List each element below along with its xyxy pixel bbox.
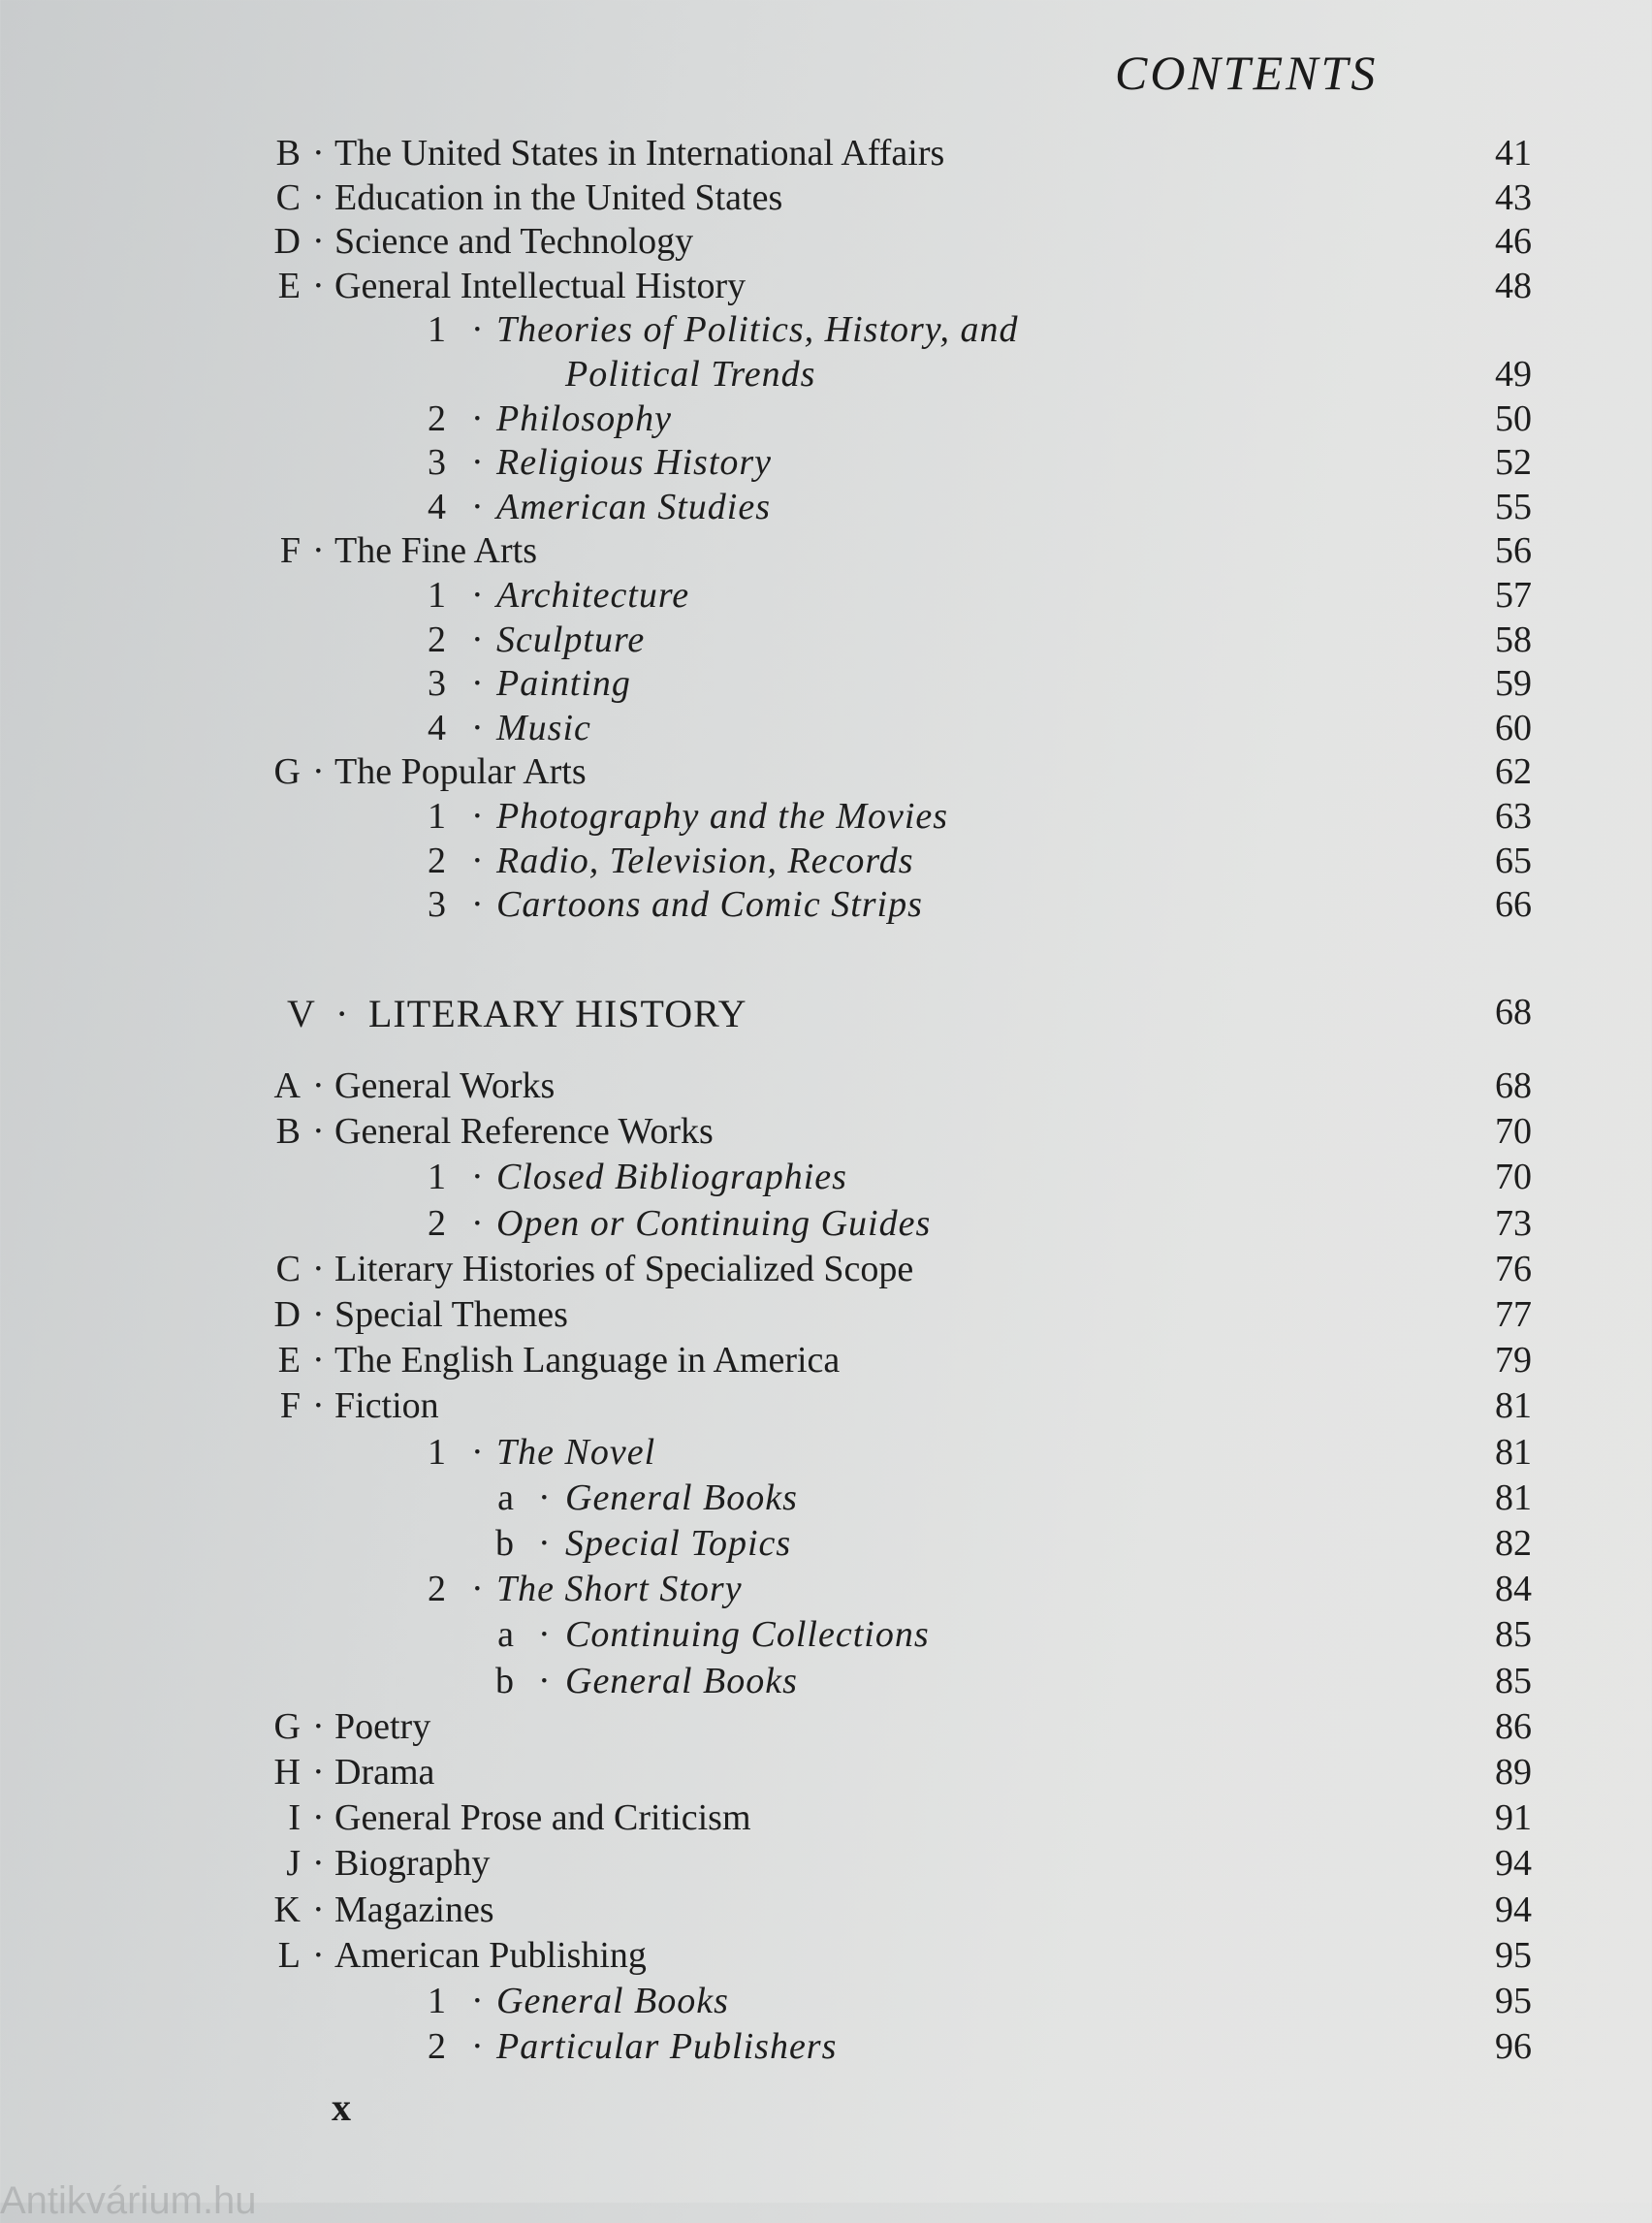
toc-entry [0, 1477, 1652, 1519]
toc-entry [0, 529, 1652, 572]
entry-title: The Novel [496, 1431, 656, 1473]
separator-dot: · [471, 575, 484, 616]
entry-label: A [273, 1065, 301, 1106]
entry-label: C [275, 1248, 301, 1289]
toc-entry [0, 308, 1652, 351]
toc-entry [0, 1431, 1652, 1474]
entry-label: L [277, 1934, 301, 1976]
entry-title: Religious History [496, 442, 773, 484]
entry-title: The Fine Arts [334, 530, 537, 572]
toc-entry [0, 441, 1652, 484]
toc-entry [0, 840, 1652, 882]
toc-entry [0, 1110, 1652, 1153]
toc-entry [0, 750, 1652, 793]
separator-dot: · [471, 796, 484, 837]
entry-page: 46 [1495, 221, 1532, 263]
toc-entry [0, 1339, 1652, 1381]
entry-page: 56 [1495, 530, 1532, 572]
entry-page: 91 [1495, 1797, 1532, 1839]
entry-title: American Publishing [334, 1934, 647, 1976]
entry-title: Literary Histories of Specialized Scope [334, 1248, 914, 1289]
toc-entry [0, 132, 1652, 175]
entry-title: Continuing Collections [565, 1614, 930, 1656]
entry-title: Music [496, 707, 591, 748]
toc-entry [0, 176, 1652, 219]
entry-title: Poetry [334, 1705, 431, 1747]
entry-page: 57 [1495, 575, 1532, 616]
toc-entry [0, 1202, 1652, 1245]
entry-title: Special Topics [565, 1523, 792, 1564]
entry-title: Special Themes [334, 1294, 568, 1335]
entry-title: General Prose and Criticism [334, 1797, 751, 1839]
toc-entry [0, 1842, 1652, 1885]
entry-label: b [495, 1660, 514, 1701]
entry-page: 76 [1495, 1248, 1532, 1289]
entry-page: 94 [1495, 1889, 1532, 1930]
entry-title: Education in the United States [334, 176, 783, 218]
toc-entry [0, 397, 1652, 440]
entry-title: Photography and the Movies [496, 796, 949, 837]
entry-title: American Studies [496, 486, 772, 527]
entry-page: 50 [1495, 397, 1532, 439]
separator-dot: · [312, 1111, 325, 1153]
separator-dot: · [471, 397, 484, 439]
toc-entry [0, 662, 1652, 705]
separator-dot: · [312, 1752, 325, 1793]
separator-dot: · [312, 1248, 325, 1289]
entry-title: Radio, Television, Records [496, 840, 914, 881]
entry-label: G [273, 1705, 301, 1747]
entry-title: The Short Story [496, 1569, 743, 1610]
toc-entry [0, 1248, 1652, 1290]
toc-entry [0, 1384, 1652, 1427]
entry-title: General Intellectual History [334, 265, 747, 306]
toc-entry [0, 574, 1652, 617]
entry-label: B [275, 133, 301, 174]
separator-dot: · [312, 133, 325, 174]
entry-label: F [279, 1385, 301, 1427]
toc-entry [0, 1522, 1652, 1565]
separator-dot: · [471, 619, 484, 660]
separator-dot: · [312, 176, 325, 218]
page-header: CONTENTS [1115, 46, 1379, 100]
entry-label: F [279, 530, 301, 572]
entry-page: 49 [1495, 354, 1532, 395]
entry-label: 1 [428, 1431, 446, 1473]
entry-title: The United States in International Affairs [334, 133, 945, 174]
entry-title: Architecture [496, 575, 690, 616]
entry-page: 84 [1495, 1569, 1532, 1610]
entry-title: Closed Bibliographies [496, 1157, 847, 1198]
separator-dot: · [471, 486, 484, 527]
separator-dot: · [312, 1705, 325, 1747]
separator-dot: · [471, 1157, 484, 1198]
entry-title: General Books [565, 1660, 798, 1701]
entry-label: 3 [428, 663, 446, 705]
toc-entry [0, 1751, 1652, 1794]
entry-label: 2 [428, 1569, 446, 1610]
entry-page: 89 [1495, 1752, 1532, 1793]
entry-page: 95 [1495, 1934, 1532, 1976]
entry-page: 65 [1495, 840, 1532, 881]
toc-entry [0, 1568, 1652, 1610]
separator-dot: · [471, 884, 484, 926]
entry-label: E [277, 1340, 301, 1381]
entry-page: 68 [1495, 1065, 1532, 1106]
toc-entry [0, 1293, 1652, 1336]
separator-dot: · [312, 1294, 325, 1335]
entry-title: Particular Publishers [496, 2026, 838, 2068]
entry-label: B [275, 1111, 301, 1153]
toc-entry [0, 1613, 1652, 1656]
entry-page: 85 [1495, 1660, 1532, 1701]
toc-entry [0, 1064, 1652, 1107]
separator-dot: · [471, 2026, 484, 2068]
entry-label: G [273, 751, 301, 793]
entry-label: a [497, 1477, 514, 1518]
separator-dot: · [538, 1477, 551, 1518]
entry-title: Open or Continuing Guides [496, 1202, 932, 1244]
separator-dot: · [312, 265, 325, 306]
entry-label: 3 [428, 442, 446, 484]
entry-title: Sculpture [496, 619, 646, 660]
separator-dot: · [312, 751, 325, 793]
entry-title: General Reference Works [334, 1111, 714, 1153]
toc-entry [0, 1796, 1652, 1839]
toc-entry [0, 220, 1652, 263]
entry-label: 2 [428, 840, 446, 881]
entry-page: 96 [1495, 2026, 1532, 2068]
entry-page: 66 [1495, 884, 1532, 926]
separator-dot: · [312, 221, 325, 263]
entry-page: 55 [1495, 486, 1532, 527]
watermark: Antikvárium.hu [0, 2179, 257, 2222]
entry-page: 81 [1495, 1385, 1532, 1427]
entry-title: Magazines [334, 1889, 494, 1930]
entry-label: I [288, 1797, 301, 1839]
toc-entry [0, 707, 1652, 749]
separator-dot: · [471, 1569, 484, 1610]
separator-dot: · [471, 1431, 484, 1473]
entry-page: 85 [1495, 1614, 1532, 1656]
entry-page: 73 [1495, 1202, 1532, 1244]
separator-dot: · [471, 663, 484, 705]
entry-label: b [495, 1523, 514, 1564]
entry-label: 2 [428, 397, 446, 439]
entry-page: 81 [1495, 1477, 1532, 1518]
entry-title: The Popular Arts [334, 751, 587, 793]
separator-dot: · [538, 1660, 551, 1701]
entry-page: 81 [1495, 1431, 1532, 1473]
entry-title: Drama [334, 1752, 435, 1793]
page-number-footer: x [332, 2085, 351, 2129]
separator-dot: · [471, 1202, 484, 1244]
toc-entry [0, 1705, 1652, 1748]
toc-entry [0, 1660, 1652, 1702]
entry-page: 62 [1495, 751, 1532, 793]
entry-label: H [273, 1752, 301, 1793]
toc-entry [0, 353, 1652, 396]
entry-label: D [273, 1294, 301, 1335]
entry-title: Biography [334, 1843, 491, 1885]
entry-label: K [273, 1889, 301, 1930]
entry-label: 1 [428, 309, 446, 351]
entry-title: Theories of Politics, History, and [496, 309, 1019, 351]
entry-label: 1 [428, 796, 446, 837]
entry-title: General Books [565, 1477, 798, 1518]
entry-label: 1 [428, 1157, 446, 1198]
entry-label: 1 [428, 575, 446, 616]
separator-dot: · [471, 309, 484, 351]
toc-entry [0, 486, 1652, 528]
entry-label: C [275, 176, 301, 218]
toc-entry [0, 883, 1652, 926]
separator-dot: · [312, 1340, 325, 1381]
entry-page: 70 [1495, 1157, 1532, 1198]
entry-page: 48 [1495, 265, 1532, 306]
entry-page: 86 [1495, 1705, 1532, 1747]
separator-dot: · [312, 1889, 325, 1930]
separator-dot: · [335, 992, 349, 1035]
entry-page: 52 [1495, 442, 1532, 484]
toc-entry [0, 1980, 1652, 2022]
entry-page: 58 [1495, 619, 1532, 660]
entry-title: Political Trends [565, 354, 816, 395]
entry-page: 43 [1495, 176, 1532, 218]
section-heading [0, 991, 1652, 1039]
entry-page: 60 [1495, 707, 1532, 748]
entry-label: E [277, 265, 301, 306]
section-number: V [287, 992, 315, 1035]
separator-dot: · [471, 442, 484, 484]
separator-dot: · [312, 1385, 325, 1427]
entry-title: Cartoons and Comic Strips [496, 884, 923, 926]
entry-label: 3 [428, 884, 446, 926]
entry-label: 4 [428, 707, 446, 748]
separator-dot: · [312, 1797, 325, 1839]
separator-dot: · [471, 840, 484, 881]
toc-entry [0, 1934, 1652, 1977]
entry-page: 59 [1495, 663, 1532, 705]
toc-entry [0, 619, 1652, 661]
entry-title: Philosophy [496, 397, 672, 439]
entry-label: J [286, 1843, 301, 1885]
separator-dot: · [471, 707, 484, 748]
entry-page: 94 [1495, 1843, 1532, 1885]
entry-label: a [497, 1614, 514, 1656]
entry-title: General Books [496, 1981, 729, 2021]
entry-title: Painting [496, 663, 631, 705]
entry-title: The English Language in America [334, 1340, 841, 1381]
entry-label: 2 [428, 1202, 446, 1244]
entry-page: 63 [1495, 796, 1532, 837]
entry-page: 41 [1495, 133, 1532, 174]
separator-dot: · [471, 1981, 484, 2021]
entry-page: 77 [1495, 1294, 1532, 1335]
separator-dot: · [312, 1934, 325, 1976]
separator-dot: · [312, 1843, 325, 1885]
toc-entry [0, 1156, 1652, 1198]
toc-entry [0, 795, 1652, 838]
separator-dot: · [538, 1523, 551, 1564]
entry-title: General Works [334, 1065, 556, 1106]
entry-page: 70 [1495, 1111, 1532, 1153]
entry-page: 95 [1495, 1981, 1532, 2021]
entry-label: 4 [428, 486, 446, 527]
entry-label: 1 [428, 1981, 446, 2021]
entry-label: 2 [428, 619, 446, 660]
entry-label: D [273, 221, 301, 263]
entry-title: Science and Technology [334, 221, 694, 263]
entry-label: 2 [428, 2026, 446, 2068]
separator-dot: · [312, 530, 325, 572]
separator-dot: · [538, 1614, 551, 1656]
toc-entry [0, 1889, 1652, 1931]
section-page: 68 [1495, 992, 1532, 1032]
entry-title: Fiction [334, 1385, 439, 1427]
entry-page: 82 [1495, 1523, 1532, 1564]
toc-entry [0, 2025, 1652, 2068]
toc-entry [0, 265, 1652, 307]
entry-page: 79 [1495, 1340, 1532, 1381]
separator-dot: · [312, 1065, 325, 1106]
section-title: LITERARY HISTORY [368, 992, 747, 1035]
